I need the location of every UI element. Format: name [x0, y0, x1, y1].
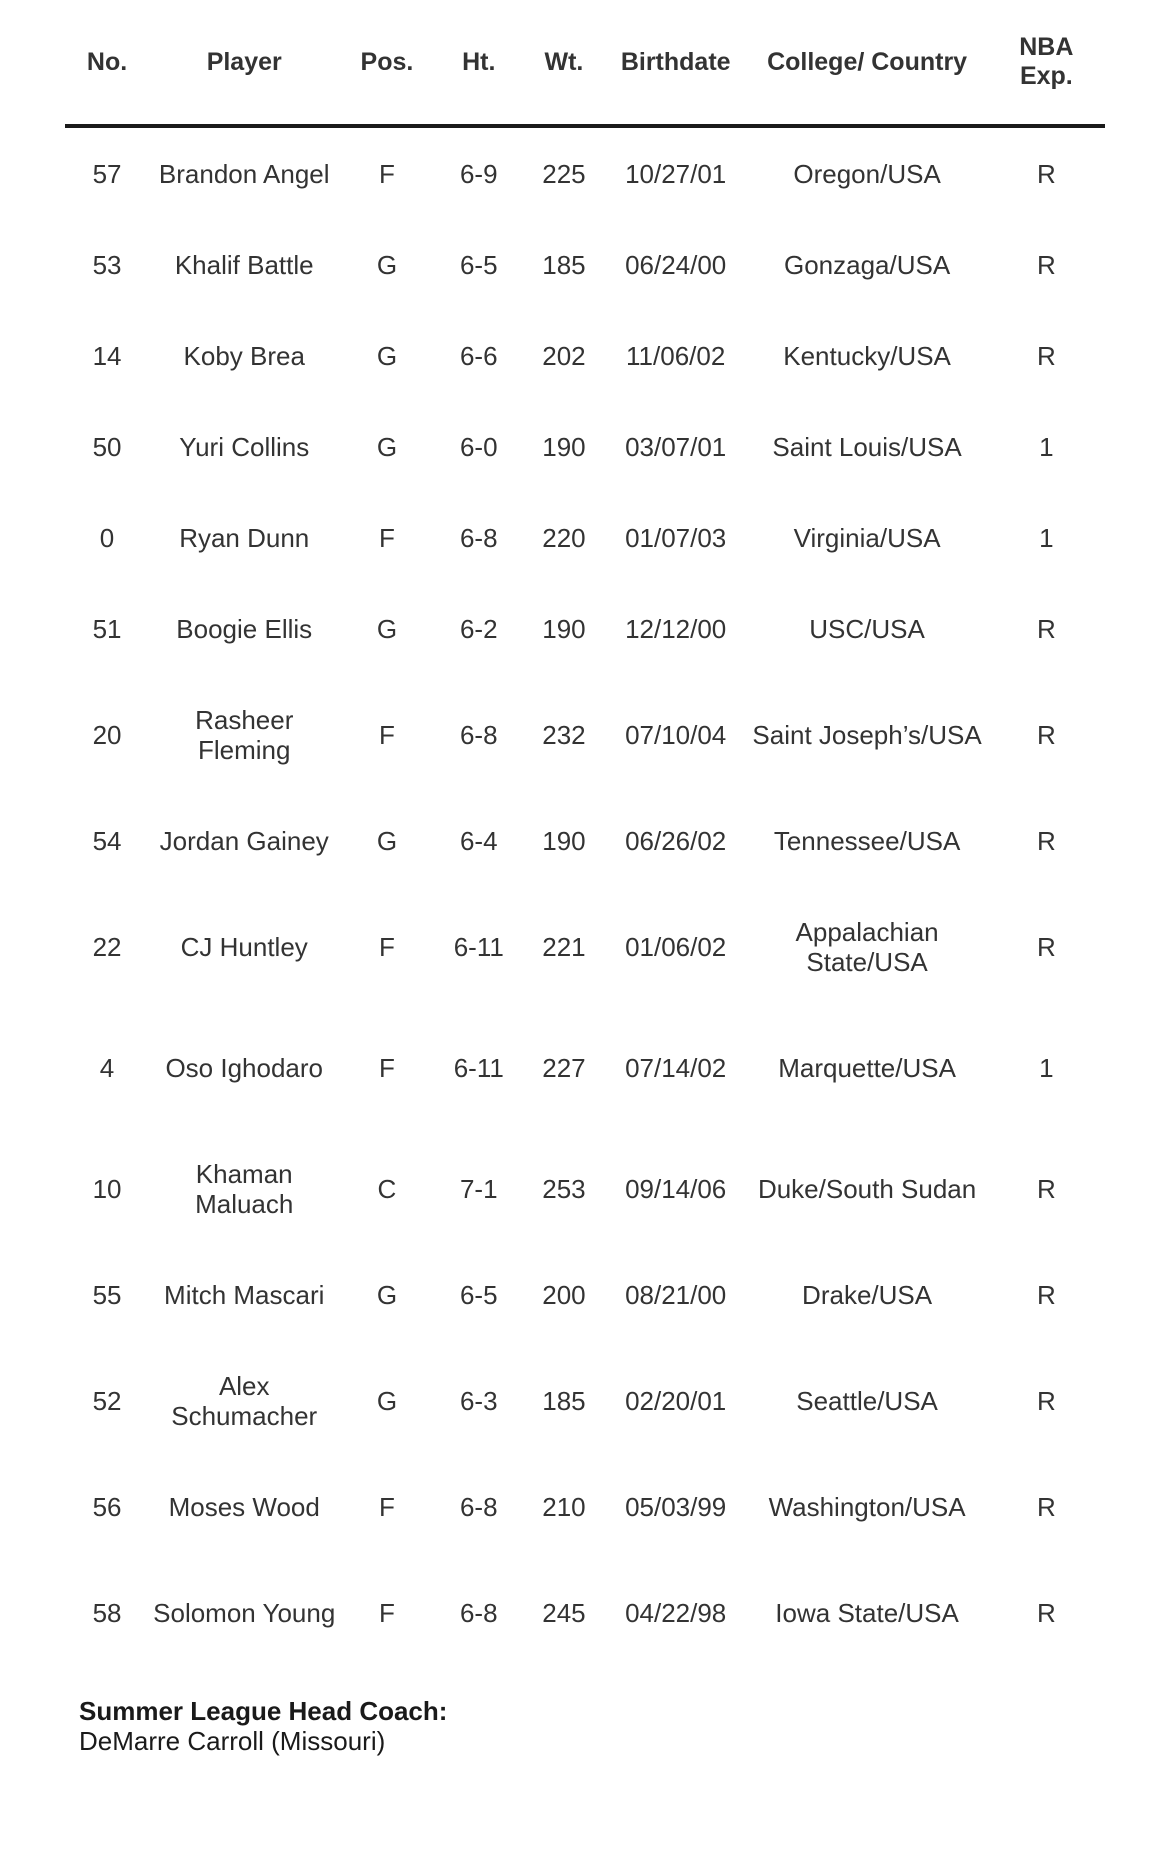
cell-player: Khaman Maluach — [195, 1158, 294, 1219]
cell-position: C — [377, 1173, 397, 1204]
cell-birthdate: 11/06/02 — [626, 340, 726, 371]
cell-weight: 190 — [542, 613, 586, 644]
cell-player: Brandon Angel — [158, 158, 330, 189]
cell-height: 6-11 — [453, 931, 504, 962]
header-college-country: College/ Country — [746, 0, 987, 126]
cell-height: 6-2 — [459, 613, 498, 644]
cell-height: 7-1 — [459, 1173, 498, 1204]
table-row — [65, 310, 1105, 401]
cell-experience: R — [1036, 825, 1056, 856]
cell-position: F — [379, 1597, 395, 1628]
coach-section — [79, 1696, 447, 1756]
cell-position: G — [376, 613, 398, 644]
cell-college: Washington/USA — [768, 1491, 966, 1522]
cell-college: Appalachian State/USA — [795, 916, 939, 977]
cell-college: Seattle/USA — [796, 1385, 938, 1416]
cell-position: G — [376, 825, 398, 856]
cell-college: Kentucky/USA — [783, 340, 951, 371]
cell-player: Moses Wood — [168, 1491, 320, 1522]
header-height: Ht. — [435, 0, 524, 126]
cell-player: Boogie Ellis — [176, 613, 313, 644]
cell-college: Saint Louis/USA — [772, 431, 962, 462]
cell-experience: R — [1036, 340, 1056, 371]
cell-no: 55 — [92, 1279, 122, 1310]
table-row — [65, 583, 1105, 674]
cell-no: 58 — [92, 1597, 122, 1628]
cell-birthdate: 01/06/02 — [625, 931, 727, 962]
table-row — [65, 886, 1105, 1007]
cell-weight: 221 — [542, 931, 586, 962]
cell-height: 6-11 — [453, 1052, 504, 1083]
cell-player: Mitch Mascari — [164, 1279, 325, 1310]
cell-college: Iowa State/USA — [775, 1597, 959, 1628]
cell-birthdate: 12/12/00 — [625, 613, 727, 644]
cell-no: 20 — [92, 719, 122, 750]
cell-experience: R — [1036, 249, 1056, 280]
cell-birthdate: 07/10/04 — [625, 719, 727, 750]
header-birthdate: Birthdate — [605, 0, 747, 126]
cell-weight: 232 — [542, 719, 586, 750]
cell-experience: R — [1036, 1597, 1056, 1628]
cell-weight: 200 — [542, 1279, 586, 1310]
cell-height: 6-8 — [459, 522, 498, 553]
cell-experience: R — [1036, 719, 1056, 750]
cell-college: Marquette/USA — [778, 1052, 956, 1083]
table-row — [65, 795, 1105, 886]
cell-no: 22 — [92, 931, 122, 962]
cell-birthdate: 05/03/99 — [625, 1491, 727, 1522]
header-weight: Wt. — [523, 0, 605, 126]
cell-height: 6-5 — [459, 249, 498, 280]
cell-position: F — [379, 1491, 395, 1522]
cell-position: F — [379, 1052, 395, 1083]
cell-birthdate: 06/24/00 — [625, 249, 727, 280]
cell-birthdate: 01/07/03 — [625, 522, 727, 553]
cell-no: 0 — [99, 522, 115, 553]
cell-position: F — [379, 719, 395, 750]
cell-height: 6-9 — [459, 158, 498, 189]
cell-height: 6-5 — [459, 1279, 498, 1310]
cell-height: 6-0 — [459, 431, 498, 462]
cell-weight: 245 — [542, 1597, 586, 1628]
cell-player: CJ Huntley — [180, 931, 308, 962]
roster-table — [65, 0, 1105, 1673]
table-row — [65, 1340, 1105, 1461]
table-row — [65, 492, 1105, 583]
cell-no: 52 — [92, 1385, 122, 1416]
header-nba-experience: NBA Exp. — [988, 0, 1105, 126]
cell-weight: 190 — [542, 825, 586, 856]
cell-no: 14 — [92, 340, 122, 371]
cell-birthdate: 03/07/01 — [625, 431, 727, 462]
cell-player: Solomon Young — [153, 1597, 336, 1628]
cell-college: Oregon/USA — [793, 158, 941, 189]
cell-player: Ryan Dunn — [179, 522, 310, 553]
cell-birthdate: 09/14/06 — [625, 1173, 727, 1204]
cell-player: Yuri Collins — [179, 431, 310, 462]
cell-experience: R — [1036, 1491, 1056, 1522]
cell-no: 57 — [92, 158, 122, 189]
cell-birthdate: 06/26/02 — [625, 825, 727, 856]
cell-weight: 227 — [542, 1052, 586, 1083]
cell-player: Oso Ighodaro — [165, 1052, 323, 1083]
cell-height: 6-8 — [459, 1597, 498, 1628]
header-position: Pos. — [339, 0, 434, 126]
cell-position: G — [376, 340, 398, 371]
cell-experience: R — [1036, 1279, 1056, 1310]
cell-college: USC/USA — [809, 613, 925, 644]
cell-weight: 225 — [542, 158, 586, 189]
cell-player: Alex Schumacher — [171, 1370, 318, 1431]
cell-weight: 190 — [542, 431, 586, 462]
cell-weight: 202 — [542, 340, 586, 371]
cell-player: Koby Brea — [183, 340, 305, 371]
cell-weight: 253 — [542, 1173, 586, 1204]
table-row — [65, 1007, 1105, 1128]
cell-position: F — [379, 522, 395, 553]
cell-no: 10 — [92, 1173, 122, 1204]
cell-position: G — [376, 1385, 398, 1416]
cell-experience: 1 — [1039, 1052, 1054, 1083]
cell-weight: 220 — [542, 522, 586, 553]
cell-experience: R — [1036, 1173, 1056, 1204]
cell-height: 6-3 — [459, 1385, 498, 1416]
header-no: No. — [65, 0, 149, 126]
table-row — [65, 1249, 1105, 1340]
table-row — [65, 126, 1105, 219]
cell-experience: R — [1036, 931, 1056, 962]
cell-birthdate: 10/27/01 — [625, 158, 727, 189]
cell-no: 4 — [99, 1052, 115, 1083]
cell-experience: R — [1036, 158, 1056, 189]
cell-position: G — [376, 431, 398, 462]
coach-title: Summer League Head Coach: — [79, 1696, 448, 1726]
cell-no: 56 — [92, 1491, 122, 1522]
cell-position: F — [379, 158, 395, 189]
cell-college: Duke/South Sudan — [757, 1173, 977, 1204]
cell-experience: R — [1036, 1385, 1056, 1416]
cell-college: Drake/USA — [802, 1279, 933, 1310]
cell-height: 6-8 — [459, 719, 498, 750]
table-row — [65, 674, 1105, 795]
table-row — [65, 1552, 1105, 1673]
cell-height: 6-8 — [459, 1491, 498, 1522]
cell-experience: 1 — [1039, 431, 1054, 462]
cell-birthdate: 02/20/01 — [625, 1385, 727, 1416]
cell-college: Tennessee/USA — [773, 825, 961, 856]
table-row — [65, 219, 1105, 310]
cell-weight: 185 — [542, 1385, 586, 1416]
header-player: Player — [149, 0, 339, 126]
cell-position: G — [376, 1279, 398, 1310]
cell-no: 54 — [92, 825, 122, 856]
cell-college: Saint Joseph’s/USA — [752, 719, 982, 750]
cell-player: Jordan Gainey — [159, 825, 329, 856]
table-row — [65, 401, 1105, 492]
table-header-row — [65, 0, 1105, 126]
cell-height: 6-6 — [459, 340, 498, 371]
cell-birthdate: 04/22/98 — [625, 1597, 727, 1628]
cell-height: 6-4 — [459, 825, 498, 856]
cell-position: G — [376, 249, 398, 280]
cell-position: F — [379, 931, 395, 962]
cell-birthdate: 07/14/02 — [625, 1052, 727, 1083]
cell-birthdate: 08/21/00 — [625, 1279, 727, 1310]
table-row — [65, 1461, 1105, 1552]
cell-college: Gonzaga/USA — [783, 249, 951, 280]
cell-weight: 210 — [542, 1491, 586, 1522]
cell-player: Rasheer Fleming — [195, 704, 294, 765]
table-row — [65, 1128, 1105, 1249]
cell-no: 53 — [92, 249, 122, 280]
coach-name: DeMarre Carroll (Missouri) — [79, 1726, 386, 1756]
cell-weight: 185 — [542, 249, 586, 280]
cell-player: Khalif Battle — [174, 249, 314, 280]
cell-college: Virginia/USA — [793, 522, 941, 553]
cell-no: 51 — [92, 613, 122, 644]
cell-no: 50 — [92, 431, 122, 462]
cell-experience: 1 — [1039, 522, 1054, 553]
cell-experience: R — [1036, 613, 1056, 644]
